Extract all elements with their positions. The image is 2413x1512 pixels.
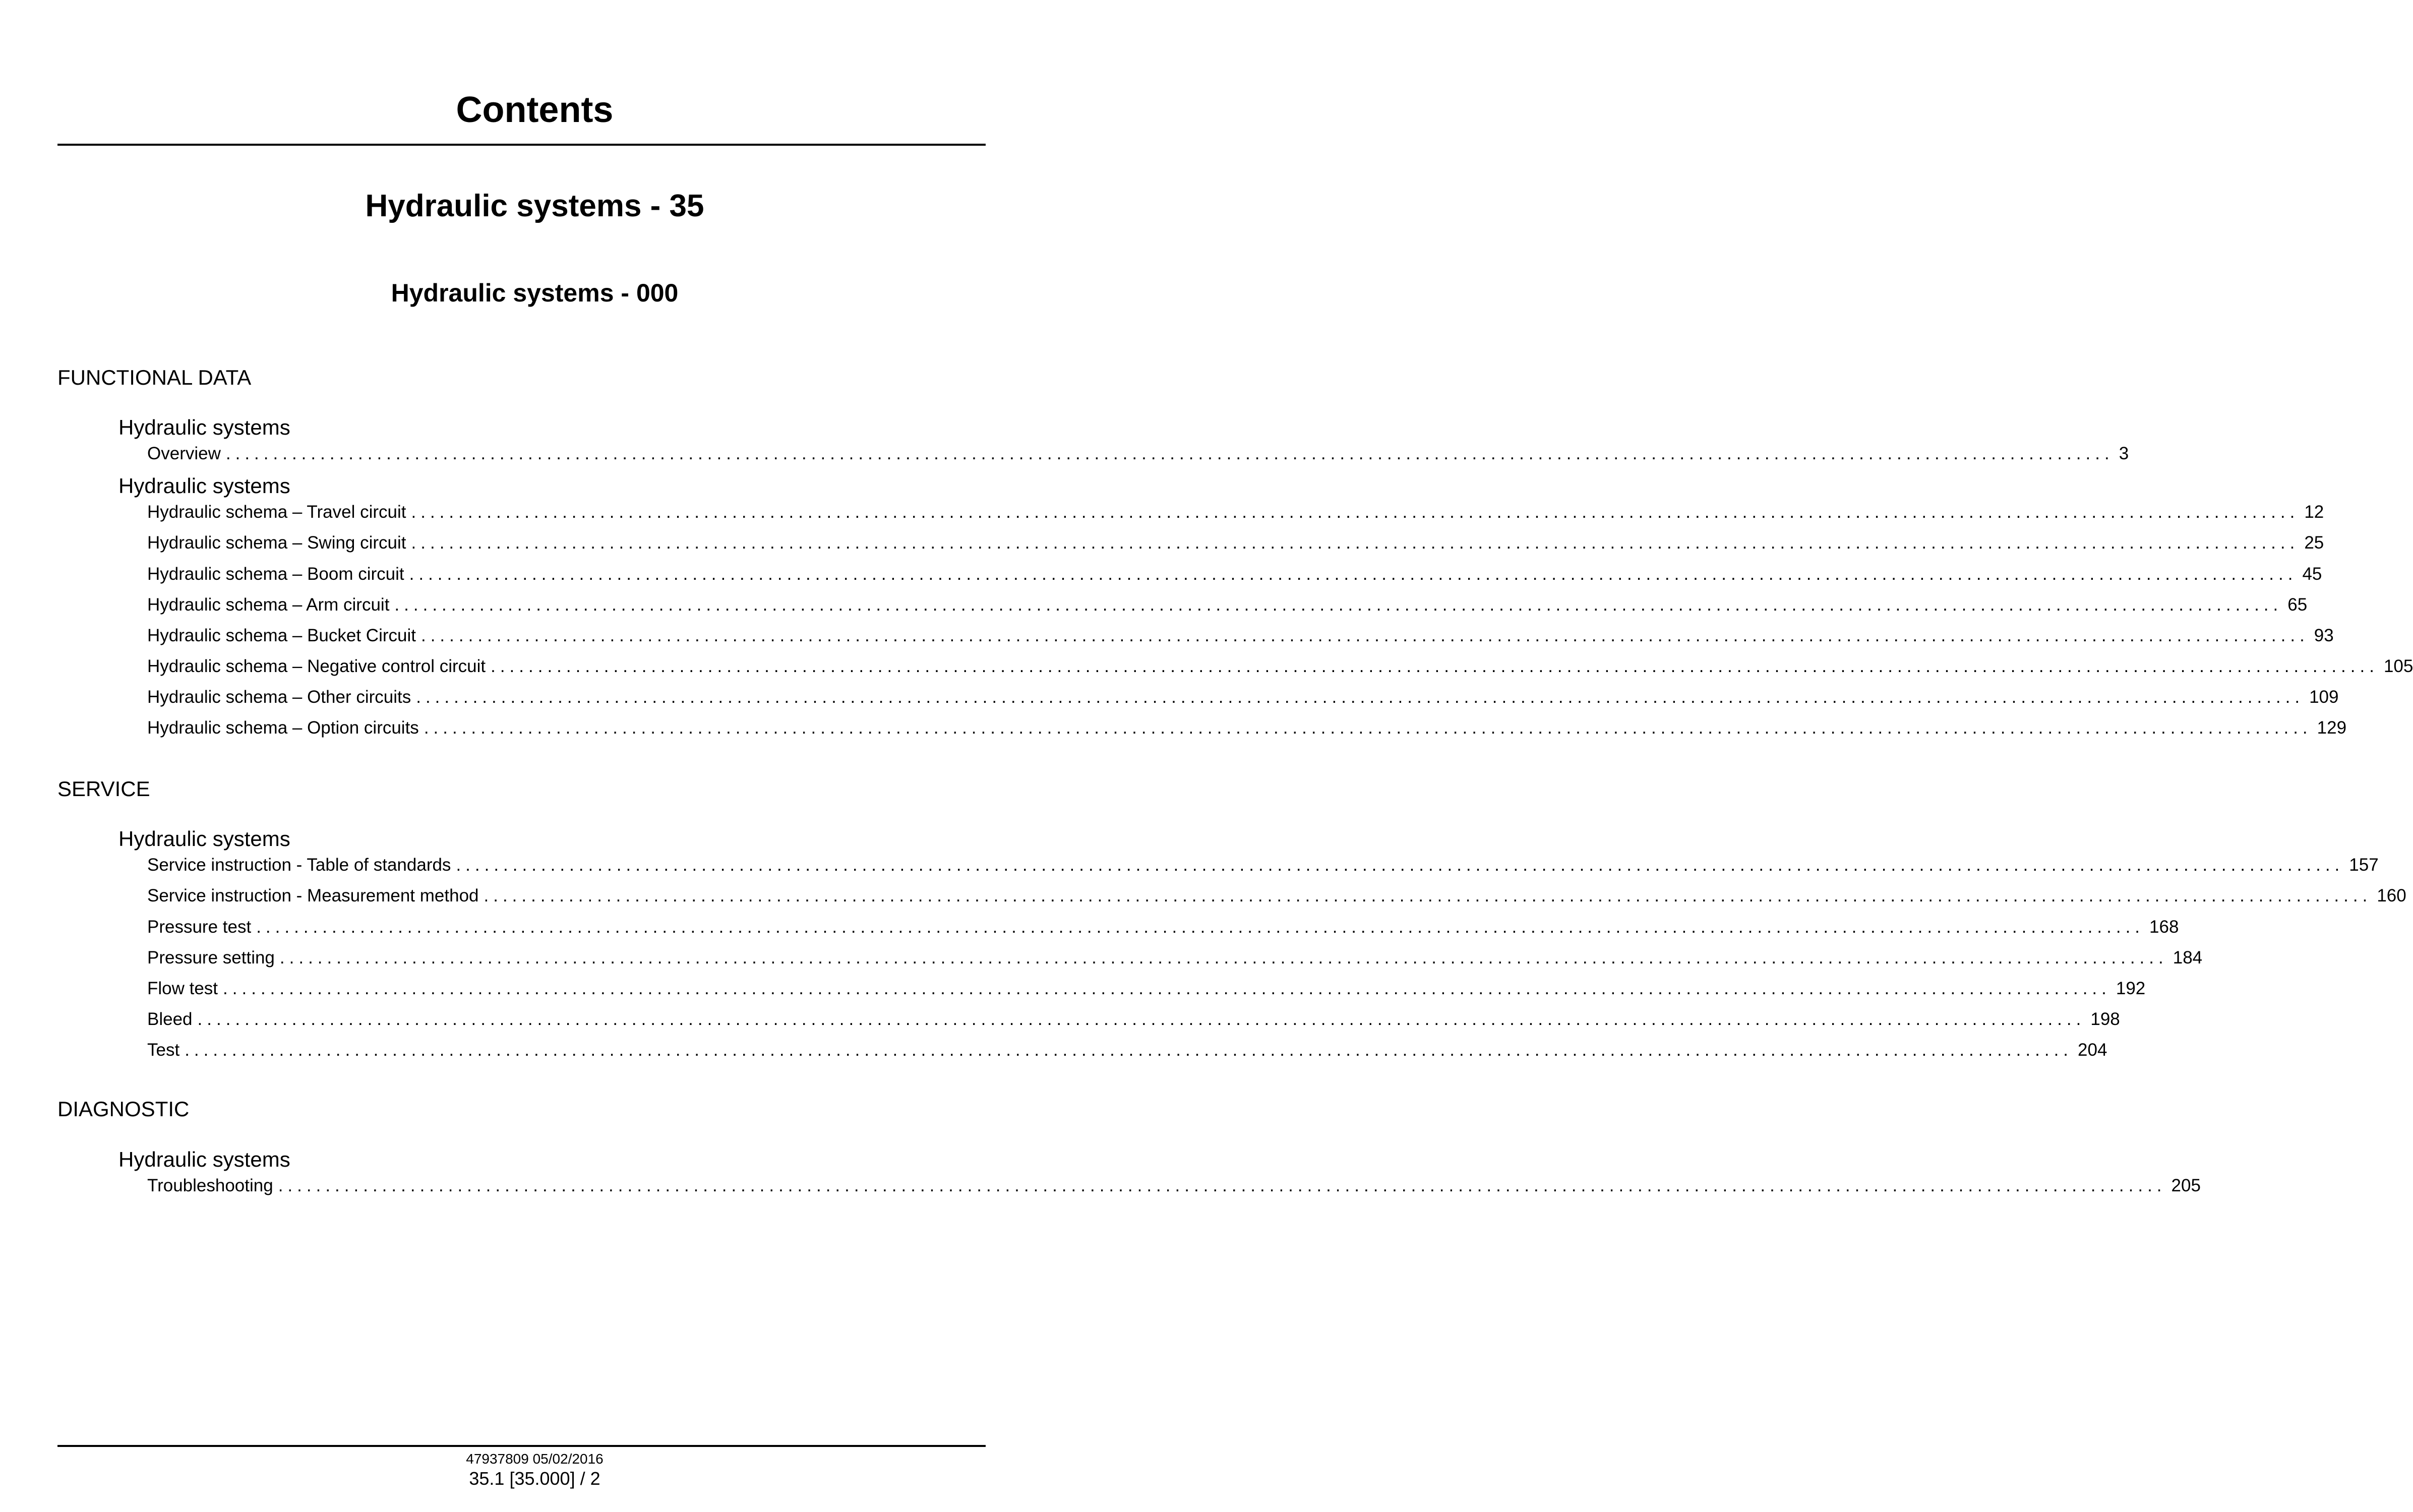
toc-entry-table-of-standards[interactable] xyxy=(147,854,2379,876)
group-title: Hydraulic systems xyxy=(118,474,290,498)
toc-entry-label: Hydraulic schema – Option circuits xyxy=(147,718,419,738)
dot-leader: ........................................................................................................................................................................................................ xyxy=(409,564,2298,584)
group-title: Hydraulic systems xyxy=(118,1147,290,1171)
toc-entry-travel-circuit[interactable] xyxy=(147,501,2324,523)
chapter-title: Hydraulic systems - 35 xyxy=(365,189,704,223)
toc-entry-pressure-setting[interactable] xyxy=(147,947,2203,969)
dot-leader: ........................................................................................................................................................................................................ xyxy=(225,444,2114,463)
dot-leader: ........................................................................................................................................................................................................ xyxy=(185,1040,2073,1060)
toc-entry-label: Test xyxy=(147,1040,180,1060)
dot-leader: ........................................................................................................................................................................................................ xyxy=(491,656,2379,676)
toc-entry-arm-circuit[interactable] xyxy=(147,594,2308,616)
toc-entry-label: Service instruction - Table of standards xyxy=(147,855,451,875)
toc-entry-page: 192 xyxy=(2116,979,2146,998)
toc-entry-page: 204 xyxy=(2078,1040,2107,1060)
toc-entry-page: 105 xyxy=(2383,656,2413,676)
toc-entry-bucket-circuit[interactable] xyxy=(147,625,2334,647)
toc-entry-label: Hydraulic schema – Swing circuit xyxy=(147,533,406,553)
toc-entry-flow-test[interactable] xyxy=(147,978,2146,1000)
toc-entry-label: Hydraulic schema – Other circuits xyxy=(147,687,411,707)
toc-entry-test[interactable] xyxy=(147,1039,2107,1061)
dot-leader: ........................................................................................................................................................................................................ xyxy=(456,855,2344,875)
toc-entry-label: Pressure setting xyxy=(147,948,275,967)
category-diagnostic: DIAGNOSTIC xyxy=(57,1097,190,1121)
group-title: Hydraulic systems xyxy=(118,415,290,439)
toc-entry-page: 205 xyxy=(2171,1176,2201,1195)
dot-leader: ........................................................................................................................................................................................................ xyxy=(223,979,2111,998)
toc-entry-label: Overview xyxy=(147,444,221,463)
toc-entry-page: 45 xyxy=(2302,564,2322,584)
toc-entry-negative-control-circuit[interactable] xyxy=(147,655,2413,678)
toc-entry-other-circuits[interactable] xyxy=(147,686,2339,708)
toc-entry-label: Hydraulic schema – Travel circuit xyxy=(147,502,406,522)
toc-entry-swing-circuit[interactable] xyxy=(147,532,2324,554)
dot-leader: ........................................................................................................................................................................................................ xyxy=(416,687,2305,707)
footer-divider xyxy=(57,1445,986,1447)
toc-entry-overview[interactable] xyxy=(147,443,2129,465)
toc-entry-page: 65 xyxy=(2287,595,2308,615)
dot-leader: ........................................................................................................................................................................................................ xyxy=(278,1176,2166,1195)
category-service: SERVICE xyxy=(57,777,150,801)
toc-entry-page: 3 xyxy=(2119,444,2129,463)
toc-entry-option-circuits[interactable] xyxy=(147,717,2347,739)
group-title: Hydraulic systems xyxy=(118,827,290,851)
toc-entry-label: Hydraulic schema – Boom circuit xyxy=(147,564,404,584)
toc-entry-page: 184 xyxy=(2173,948,2203,967)
toc-entry-troubleshooting[interactable] xyxy=(147,1175,2201,1197)
toc-entry-boom-circuit[interactable] xyxy=(147,563,2322,585)
page-title: Contents xyxy=(456,90,614,130)
toc-entry-page: 129 xyxy=(2317,718,2347,738)
toc-entry-bleed[interactable] xyxy=(147,1008,2120,1031)
toc-entry-page: 198 xyxy=(2090,1009,2120,1029)
toc-entry-label: Hydraulic schema – Negative control circuit xyxy=(147,656,486,676)
dot-leader: ........................................................................................................................................................................................................ xyxy=(197,1009,2086,1029)
dot-leader: ........................................................................................................................................................................................................ xyxy=(484,886,2372,905)
dot-leader: ........................................................................................................................................................................................................ xyxy=(420,626,2309,645)
toc-entry-page: 25 xyxy=(2304,533,2324,553)
toc-entry-label: Hydraulic schema – Bucket Circuit xyxy=(147,626,416,645)
dot-leader: ........................................................................................................................................................................................................ xyxy=(424,718,2312,738)
toc-entry-label: Flow test xyxy=(147,979,218,998)
toc-entry-label: Hydraulic schema – Arm circuit xyxy=(147,595,390,615)
dot-leader: ........................................................................................................................................................................................................ xyxy=(394,595,2283,615)
section-title: Hydraulic systems - 000 xyxy=(391,279,679,307)
toc-entry-measurement-method[interactable] xyxy=(147,885,2406,907)
page-reference: 35.1 [35.000] / 2 xyxy=(469,1468,600,1489)
toc-entry-label: Bleed xyxy=(147,1009,193,1029)
category-functional-data: FUNCTIONAL DATA xyxy=(57,366,252,389)
toc-entry-label: Pressure test xyxy=(147,917,252,937)
document-reference: 47937809 05/02/2016 xyxy=(466,1451,604,1467)
toc-entry-page: 109 xyxy=(2309,687,2339,707)
toc-entry-page: 93 xyxy=(2314,626,2334,645)
header-divider xyxy=(57,144,986,146)
dot-leader: ........................................................................................................................................................................................................ xyxy=(279,948,2168,967)
toc-entry-page: 160 xyxy=(2377,886,2406,905)
toc-entry-page: 168 xyxy=(2149,917,2179,937)
toc-entry-page: 12 xyxy=(2304,502,2324,522)
toc-entry-page: 157 xyxy=(2349,855,2379,875)
dot-leader: ........................................................................................................................................................................................................ xyxy=(256,917,2145,937)
toc-entry-pressure-test[interactable] xyxy=(147,916,2179,938)
dot-leader: ........................................................................................................................................................................................................ xyxy=(411,533,2300,553)
toc-entry-label: Troubleshooting xyxy=(147,1176,273,1195)
dot-leader: ........................................................................................................................................................................................................ xyxy=(411,502,2300,522)
toc-entry-label: Service instruction - Measurement method xyxy=(147,886,479,905)
